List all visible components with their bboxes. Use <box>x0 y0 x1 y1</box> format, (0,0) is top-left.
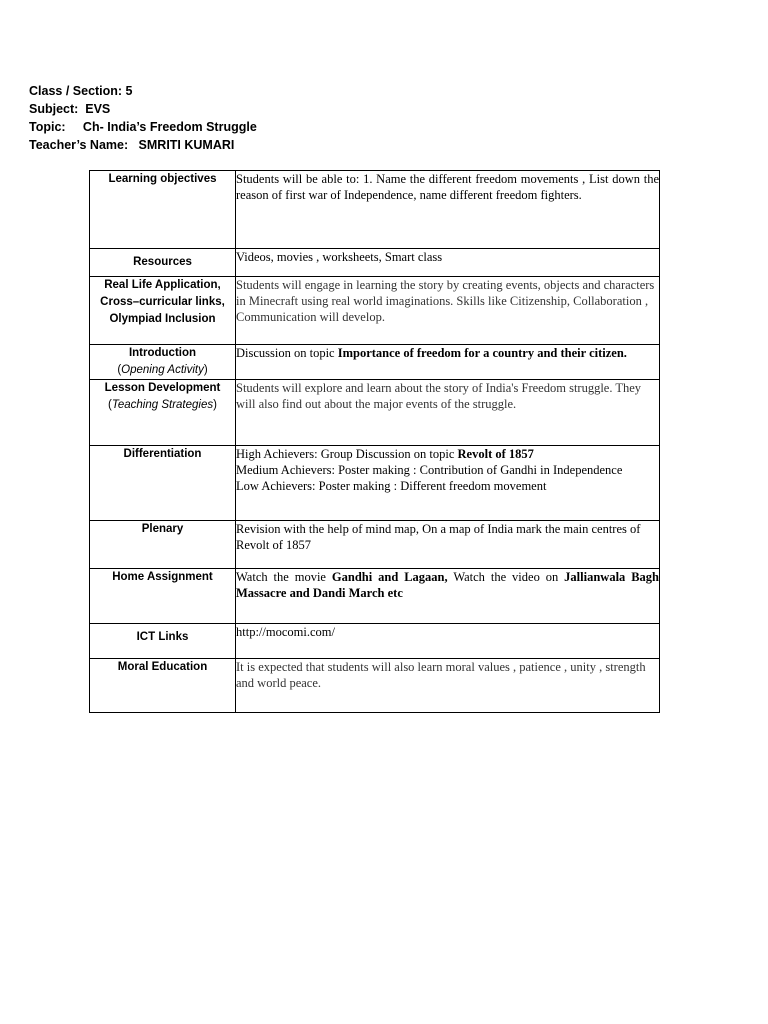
home-assignment-text <box>236 569 660 624</box>
learning-objectives-text: Students will be able to: 1. Name the different freedom movements , List down the reason of first war of Independence, name different freedom fighters. <box>236 171 660 249</box>
subject: Subject: EVS <box>29 102 111 116</box>
real-life-label: Real Life Application, Cross–curricular links, Olympiad Inclusion <box>90 277 236 345</box>
home-assignment-label: Home Assignment <box>90 569 236 624</box>
table-row <box>90 624 660 659</box>
lesson-development-sub: (Teaching Strategies) <box>108 399 217 411</box>
lesson-development-title: Lesson Development <box>104 382 221 394</box>
high-achievers-plain: High Achievers: Group Discussion on topic <box>236 447 458 461</box>
introduction-bold: Importance of freedom for a country and their citizen. <box>337 346 627 360</box>
lesson-development-sub-text: Teaching Strategies <box>111 399 214 411</box>
table-row <box>90 277 660 345</box>
high-achievers-bold: Revolt of 1857 <box>457 447 534 461</box>
table-row <box>90 171 660 249</box>
differentiation-label: Differentiation <box>90 446 236 521</box>
home-assignment-plain-1: Watch the movie <box>236 570 332 584</box>
plenary-text: Revision with the help of mind map, On a map of India mark the main centres of Revolt of 1857 <box>236 521 660 569</box>
real-life-text: Students will engage in learning the story by creating events, objects and characters in Minecraft using real world imaginations. Skills like Citizenship, Collaboration , Communication will develop. <box>236 277 660 345</box>
table-row <box>90 446 660 521</box>
lesson-development-text: Students will explore and learn about the story of India's Freedom struggle. They will also find out about the major events of the struggle. <box>236 380 660 446</box>
table-row <box>90 659 660 713</box>
plenary-label: Plenary <box>90 521 236 569</box>
medium-achievers: Medium Achievers: Poster making : Contribution of Gandhi in Independence <box>236 463 623 477</box>
introduction-label <box>90 345 236 380</box>
resources-text: Videos, movies , worksheets, Smart class <box>236 249 660 277</box>
resources-label: Resources <box>90 249 236 277</box>
table-row <box>90 249 660 277</box>
introduction-title: Introduction <box>128 347 197 359</box>
table-row <box>90 521 660 569</box>
introduction-sub: (Opening Activity) <box>117 364 208 376</box>
topic: Topic: Ch- India’s Freedom Struggle <box>29 120 257 134</box>
class-section: Class / Section: 5 <box>29 84 133 98</box>
moral-education-label: Moral Education <box>90 659 236 713</box>
moral-education-text: It is expected that students will also learn moral values , patience , unity , strength and world peace. <box>236 659 660 713</box>
introduction-plain: Discussion on topic <box>236 346 338 360</box>
lesson-plan-header <box>29 82 257 154</box>
differentiation-text <box>236 446 660 521</box>
ict-links-text[interactable]: http://mocomi.com/ <box>236 624 660 659</box>
introduction-sub-text: Opening Activity <box>121 364 204 376</box>
learning-objectives-label: Learning objectives <box>90 171 236 249</box>
ict-links-label: ICT Links <box>90 624 236 659</box>
home-assignment-bold-2: Jallianwala Bagh Massacre and Dandi March etc <box>236 570 660 600</box>
home-assignment-bold-1: Gandhi and Lagaan, <box>331 570 448 584</box>
lesson-development-label <box>90 380 236 446</box>
teacher-name: Teacher’s Name: SMRITI KUMARI <box>29 138 235 152</box>
introduction-text <box>236 345 660 380</box>
table-row <box>90 345 660 380</box>
table-row <box>90 380 660 446</box>
high-achievers <box>236 446 659 462</box>
lesson-plan-table <box>89 170 660 713</box>
low-achievers: Low Achievers: Poster making : Different freedom movement <box>236 479 547 493</box>
table-row <box>90 569 660 624</box>
home-assignment-plain-2: Watch the video on <box>447 570 565 584</box>
